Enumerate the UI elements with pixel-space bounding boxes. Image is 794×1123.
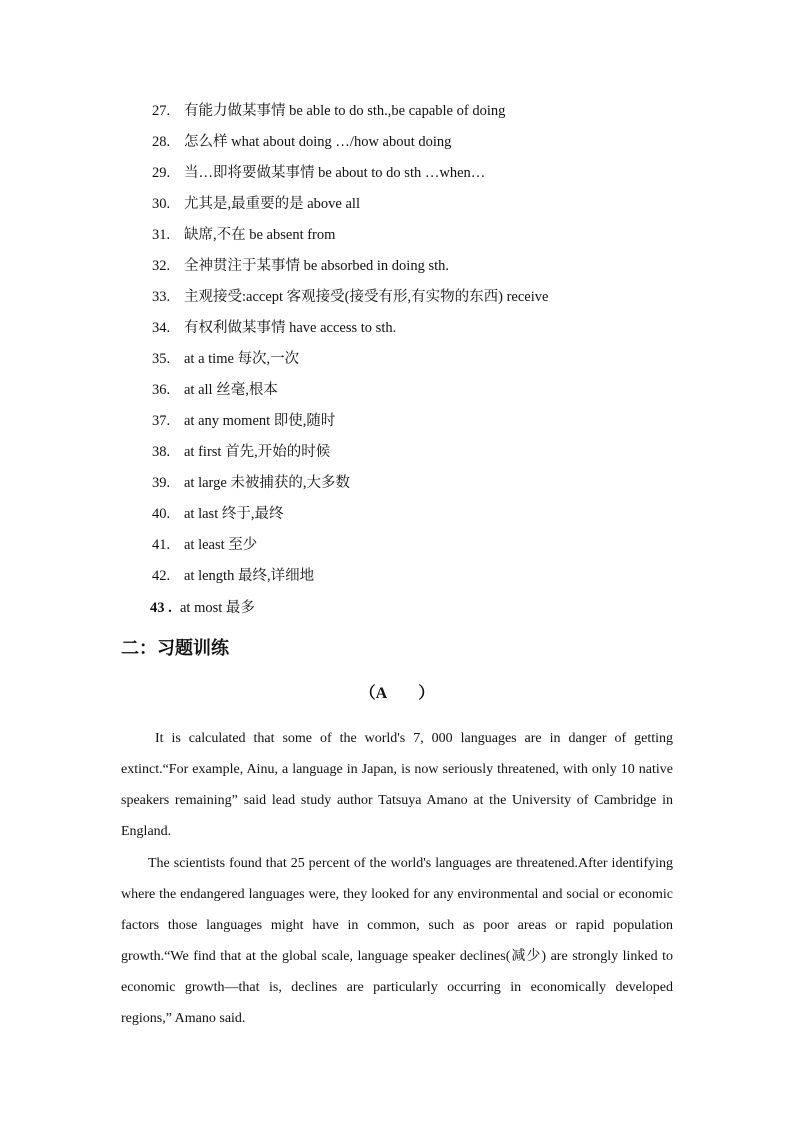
vocab-number: 40. [152, 506, 171, 522]
vocab-text: 怎么样 what about doing …/how about doing [184, 134, 452, 150]
vocab-number: 33. [152, 289, 171, 305]
vocab-text: at last 终于,最终 [184, 506, 284, 522]
vocab-number: 27. [152, 103, 171, 119]
passage-paragraph: The scientists found that 25 percent of the world's languages are threatened.After identifying where the endangered languages were, they looked for any environmental and social or economic factors those languages might have in common, such as poor areas or rapid population growth.“We find that at the global scale, language speaker declines(减少) are strongly linked to economic growth—that is, declines are particularly occurring in economically developed regions,” Amano said. [121, 856, 673, 1026]
vocab-item [0, 344, 794, 375]
vocab-item [0, 437, 794, 468]
vocab-number: 32. [152, 258, 171, 274]
vocab-text: at all 丝毫,根本 [184, 382, 278, 398]
vocab-item [0, 406, 794, 437]
vocab-text: at large 未被捕获的,大多数 [184, 475, 351, 491]
vocab-text: 缺席,不在 be absent from [184, 227, 336, 243]
vocab-item [0, 189, 794, 220]
vocab-item [0, 375, 794, 406]
vocab-number: 38. [152, 444, 171, 460]
passage-paragraph: It is calculated that some of the world's 7, 000 languages are in danger of getting extinct.“For example, Ainu, a language in Japan, is now seriously threatened, with only 10 native speakers remaining” said lead study author Tatsuya Amano at the University of Cambridge in England. [121, 731, 673, 839]
vocab-item [0, 313, 794, 344]
vocab-text: at any moment 即使,随时 [184, 413, 336, 429]
vocab-number: 39. [152, 475, 171, 491]
vocab-number: 28. [152, 134, 171, 150]
vocab-text: at first 首先,开始的时候 [184, 444, 331, 460]
vocab-item [0, 282, 794, 313]
vocab-item [0, 251, 794, 282]
vocab-item [0, 96, 794, 127]
vocab-number: 36. [152, 382, 171, 398]
vocab-text: 有能力做某事情 be able to do sth.,be capable of doing [184, 103, 506, 119]
vocab-text: 全神贯注于某事情 be absorbed in doing sth. [184, 258, 450, 274]
vocab-item [0, 593, 794, 624]
vocab-number: 34. [152, 320, 171, 336]
vocab-item [0, 499, 794, 530]
vocab-item [0, 127, 794, 158]
vocab-text: 当…即将要做某事情 be about to do sth …when… [184, 165, 486, 181]
vocab-number: 41. [152, 537, 171, 553]
vocab-number: 43 . [150, 600, 172, 616]
vocab-number: 30. [152, 196, 171, 212]
vocab-number: 31. [152, 227, 171, 243]
vocab-item [0, 220, 794, 251]
vocab-text: 尤其是,最重要的是 above all [184, 196, 360, 212]
vocab-number: 29. [152, 165, 171, 181]
vocab-text: at most 最多 [180, 600, 255, 616]
vocab-number: 35. [152, 351, 171, 367]
vocab-text: at least 至少 [184, 537, 258, 553]
vocab-text: at length 最终,详细地 [184, 568, 315, 584]
vocab-number: 42. [152, 568, 171, 584]
vocab-item [0, 561, 794, 592]
vocab-item [0, 158, 794, 189]
passage-title: （A ） [359, 685, 435, 702]
section-heading: 二：习题训练 [121, 638, 229, 658]
vocab-text: 主观接受:accept 客观接受(接受有形,有实物的东西) receive [184, 289, 549, 305]
vocab-item [0, 468, 794, 499]
vocab-item [0, 530, 794, 561]
vocab-text: at a time 每次,一次 [184, 351, 300, 367]
vocab-number: 37. [152, 413, 171, 429]
vocab-text: 有权利做某事情 have access to sth. [184, 320, 397, 336]
